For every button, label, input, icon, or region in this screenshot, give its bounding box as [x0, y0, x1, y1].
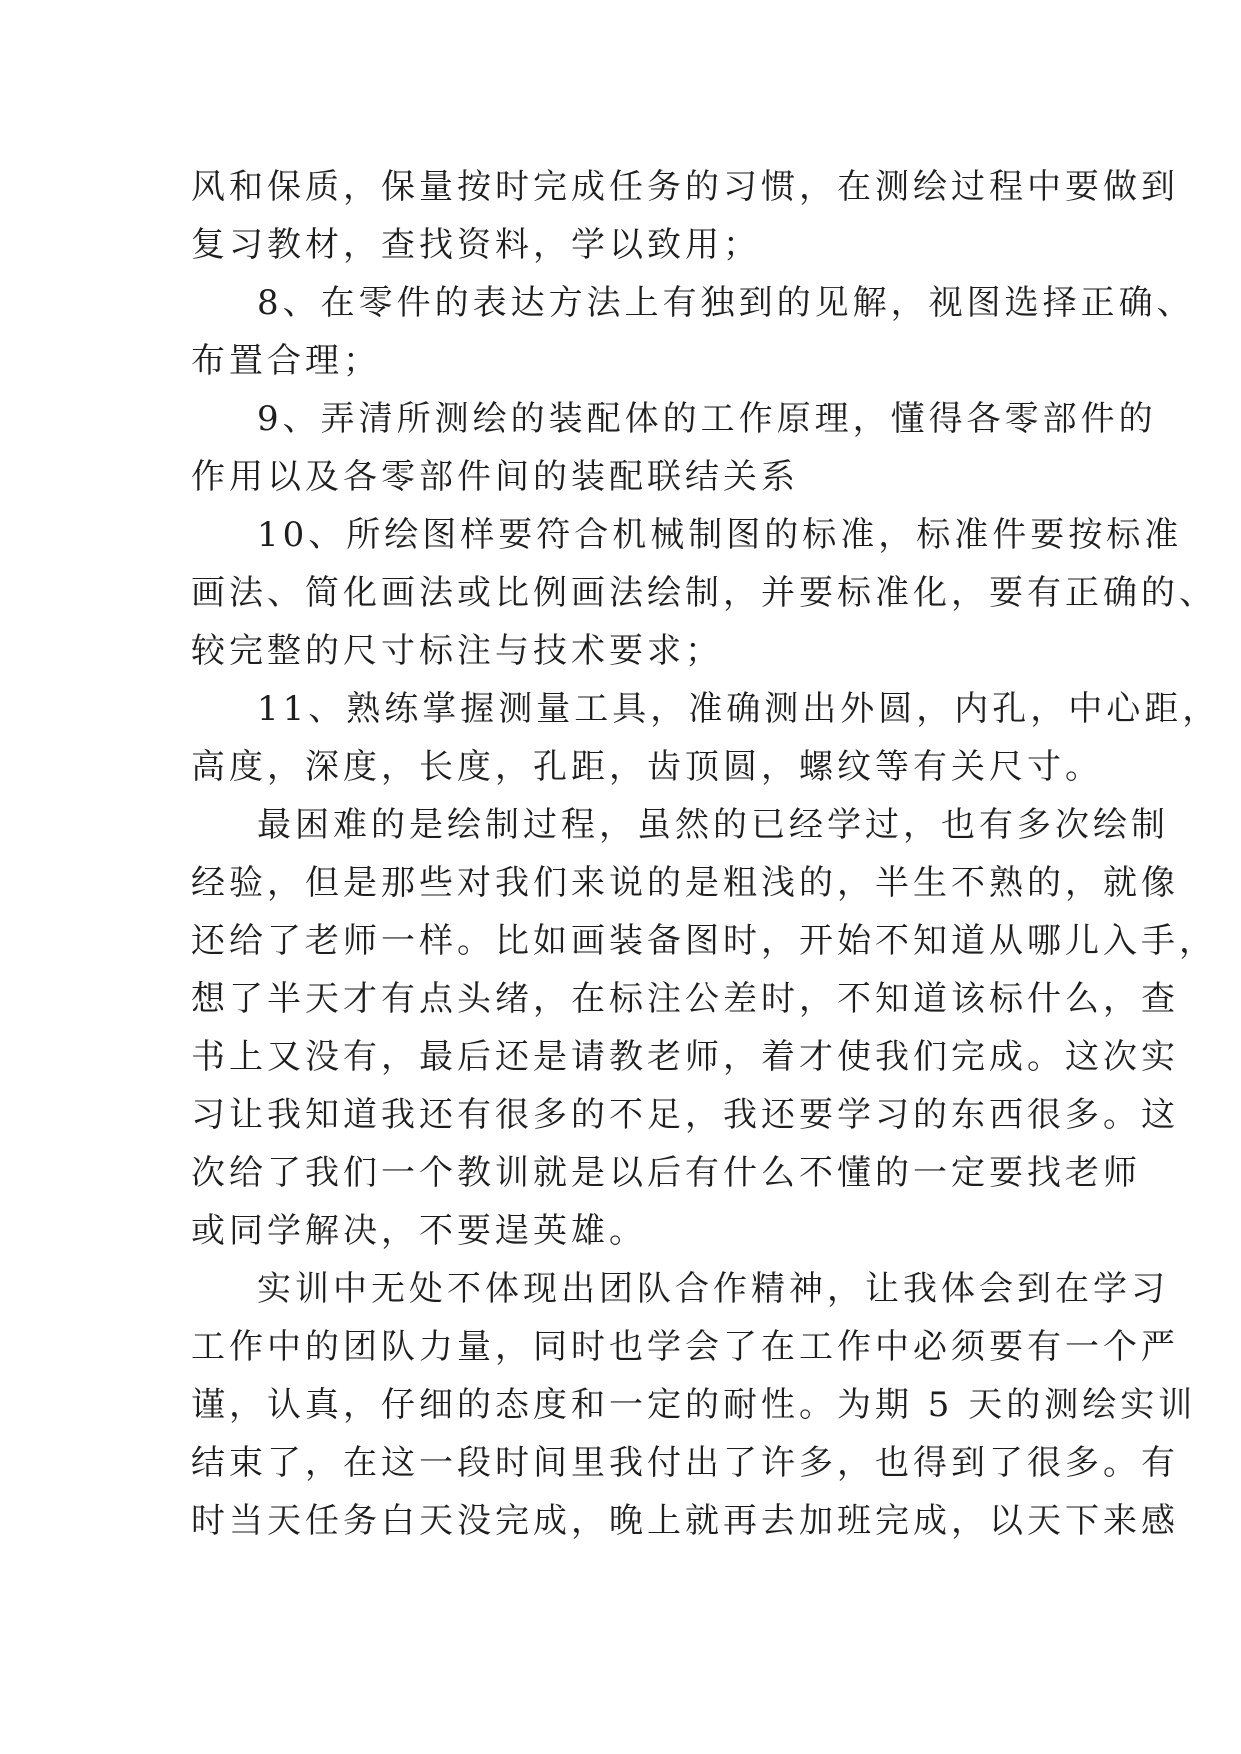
- text-line: 书上又没有，最后还是请教老师，着才使我们完成。这次实: [191, 1037, 1179, 1077]
- text-line: 谨，认真，仔细的态度和一定的耐性。为期 5 天的测绘实训: [191, 1385, 1197, 1425]
- text-line: 作用以及各零部件间的装配联结关系: [191, 457, 799, 497]
- text-line: 习让我知道我还有很多的不足，我还要学习的东西很多。这: [191, 1095, 1179, 1135]
- text-line: 11、熟练掌握测量工具，准确测出外圆，内孔，中心距，: [257, 689, 1221, 729]
- text-line: 实训中无处不体现出团队合作精神，让我体会到在学习: [257, 1269, 1169, 1309]
- text-line: 时当天任务白天没完成，晚上就再去加班完成，以天下来感: [191, 1501, 1179, 1541]
- text-line: 风和保质，保量按时完成任务的习惯，在测绘过程中要做到: [191, 167, 1179, 207]
- text-line: 结束了，在这一段时间里我付出了许多，也得到了很多。有: [191, 1443, 1179, 1483]
- text-line: 布置合理；: [191, 341, 381, 381]
- text-line: 还给了老师一样。比如画装备图时，开始不知道从哪儿入手，: [191, 921, 1217, 961]
- body-text: [191, 158, 1221, 1550]
- text-line: 9、弄清所测绘的装配体的工作原理，懂得各零部件的: [257, 399, 1157, 439]
- text-line: 或同学解决，不要逞英雄。: [191, 1211, 647, 1251]
- text-line: 高度，深度，长度，孔距，齿顶圆，螺纹等有关尺寸。: [191, 747, 1103, 787]
- text-line: 8、在零件的表达方法上有独到的见解，视图选择正确、: [257, 283, 1195, 323]
- text-line: 经验，但是那些对我们来说的是粗浅的，半生不熟的，就像: [191, 863, 1179, 903]
- text-line: 较完整的尺寸标注与技术要求；: [191, 631, 723, 671]
- text-line: 想了半天才有点头绪，在标注公差时，不知道该标什么，查: [191, 979, 1179, 1019]
- text-line: 复习教材，查找资料，学以致用；: [191, 225, 761, 265]
- text-line: 工作中的团队力量，同时也学会了在工作中必须要有一个严: [191, 1327, 1179, 1367]
- text-line: 10、所绘图样要符合机械制图的标准，标准件要按标准: [257, 515, 1183, 555]
- text-line: 画法、简化画法或比例画法绘制，并要标准化，要有正确的、: [191, 573, 1217, 613]
- text-line: 次给了我们一个教训就是以后有什么不懂的一定要找老师: [191, 1153, 1141, 1193]
- text-line: 最困难的是绘制过程，虽然的已经学过，也有多次绘制: [257, 805, 1169, 845]
